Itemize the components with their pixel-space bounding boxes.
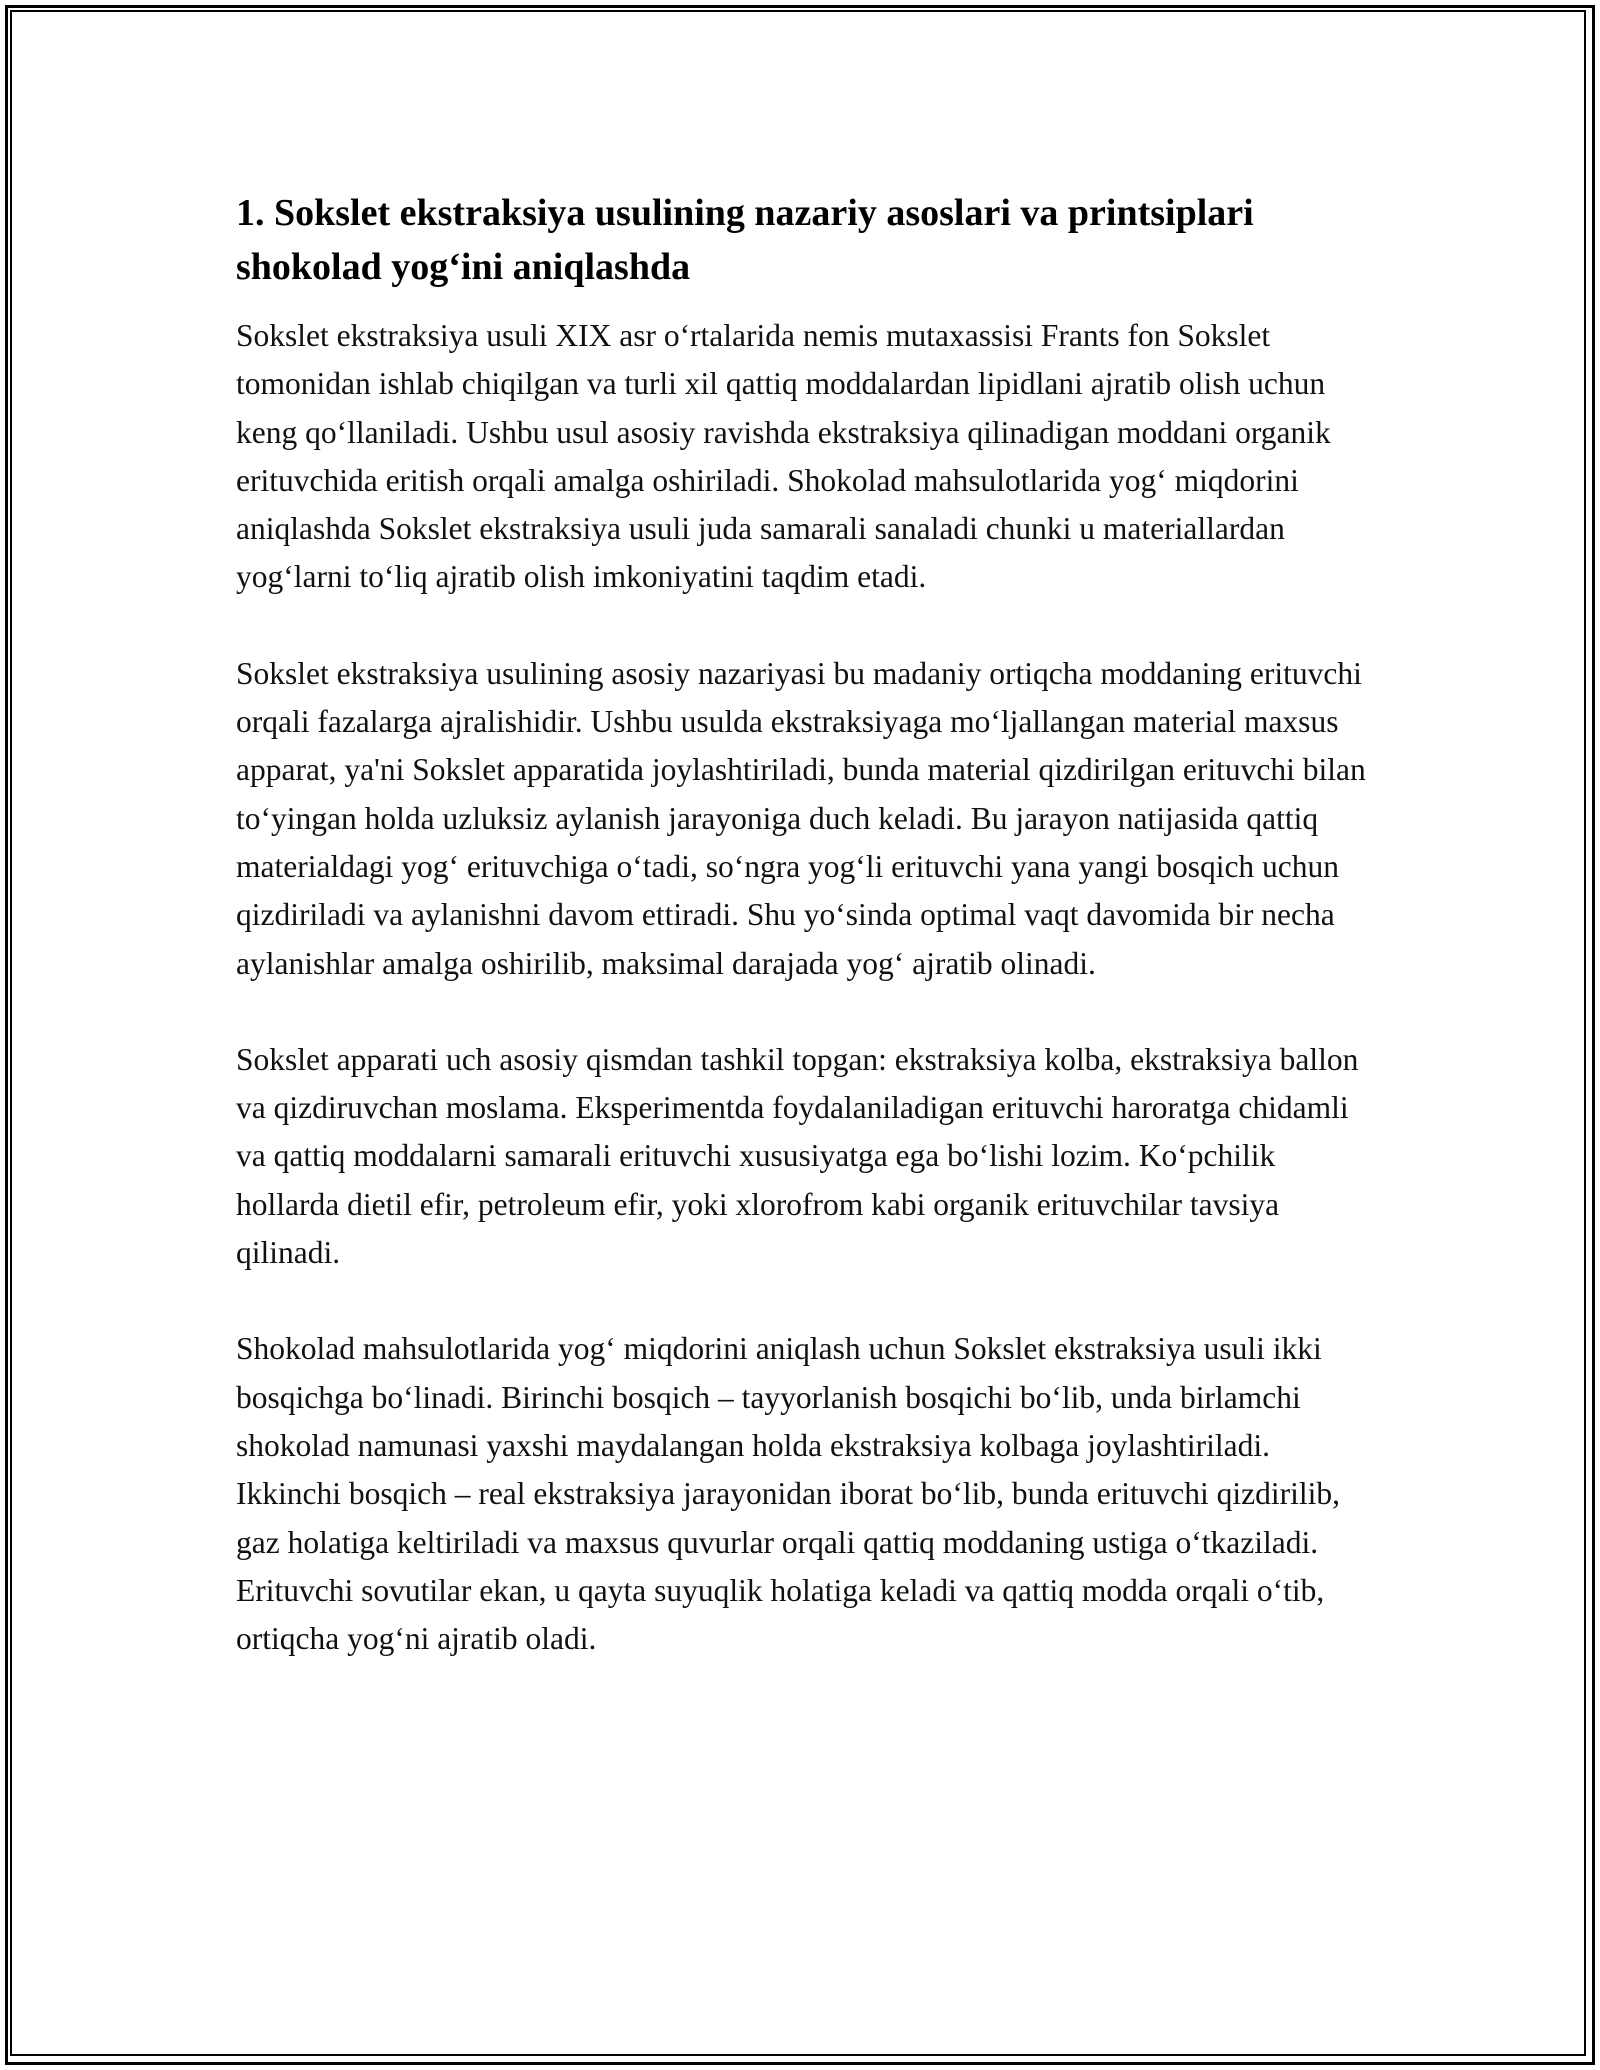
paragraph-apparatus: Sokslet apparati uch asosiy qismdan tashkil topgan: ekstraksiya kolba, ekstraksiya ballon va qizdiruvchan moslama. Eksperimentda foydalaniladigan erituvchi haroratga chidamli va qattiq moddalarni samarali erituvchi xususiyatga ega bo‘lishi lozim. Ko‘pchilik hollarda dietil efir, petroleum efir, yoki xlorofrom kabi organik erituvchilar tavsiya qilinadi. [236, 1041, 1359, 1271]
paragraph-procedure: Shokolad mahsulotlarida yog‘ miqdorini aniqlash uchun Sokslet ekstraksiya usuli ikki bosqichga bo‘linadi. Birinchi bosqich – tayyorlanish bosqichi bo‘lib, unda birlamchi shokolad namunasi yaxshi maydalangan holda ekstraksiya kolbaga joylashtiriladi. Ikkinchi bosqich – real ekstraksiya jarayonidan iborat bo‘lib, bunda erituvchi qizdirilib, gaz holatiga keltiriladi va maxsus quvurlar orqali qattiq moddaning ustiga o‘tkaziladi. Erituvchi sovutilar ekan, u qayta suyuqlik holatiga keladi va qattiq modda orqali o‘tib, ortiqcha yog‘ni ajratib oladi. [236, 1331, 1340, 1657]
document-page [236, 186, 1366, 1711]
paragraph-history: Sokslet ekstraksiya usuli XIX asr o‘rtalarida nemis mutaxassisi Frants fon Sokslet tomonidan ishlab chiqilgan va turli xil qattiq moddalardan lipidlani ajratib olish uchun keng qo‘llaniladi. Ushbu usul asosiy ravishda ekstraksiya qilinadigan moddani organik erituvchida eritish orqali amalga oshiriladi. Shokolad mahsulotlarida yog‘ miqdorini aniqlashda Sokslet ekstraksiya usuli juda samarali sanaladi chunki u materiallardan yog‘larni to‘liq ajratib olish imkoniyatini taqdim etadi. [236, 318, 1331, 595]
paragraph-theory: Sokslet ekstraksiya usulining asosiy nazariyasi bu madaniy ortiqcha moddaning erituvchi orqali fazalarga ajralishidir. Ushbu usulda ekstraksiyaga mo‘ljallangan material maxsus apparat, ya'ni Sokslet apparatida joylashtiriladi, bunda material qizdirilgan erituvchi bilan to‘yingan holda uzluksiz aylanish jarayoniga duch keladi. Bu jarayon natijasida qattiq materialdagi yog‘ erituvchiga o‘tadi, so‘ngra yog‘li erituvchi yana yangi bosqich uchun qizdiriladi va aylanishni davom ettiradi. Shu yo‘sinda optimal vaqt davomida bir necha aylanishlar amalga oshirilib, maksimal darajada yog‘ ajratib olinadi. [236, 655, 1366, 981]
section-heading: 1. Sokslet ekstraksiya usulining nazariy asoslari va printsiplari shokolad yog‘ini aniqlashda [236, 192, 1254, 288]
